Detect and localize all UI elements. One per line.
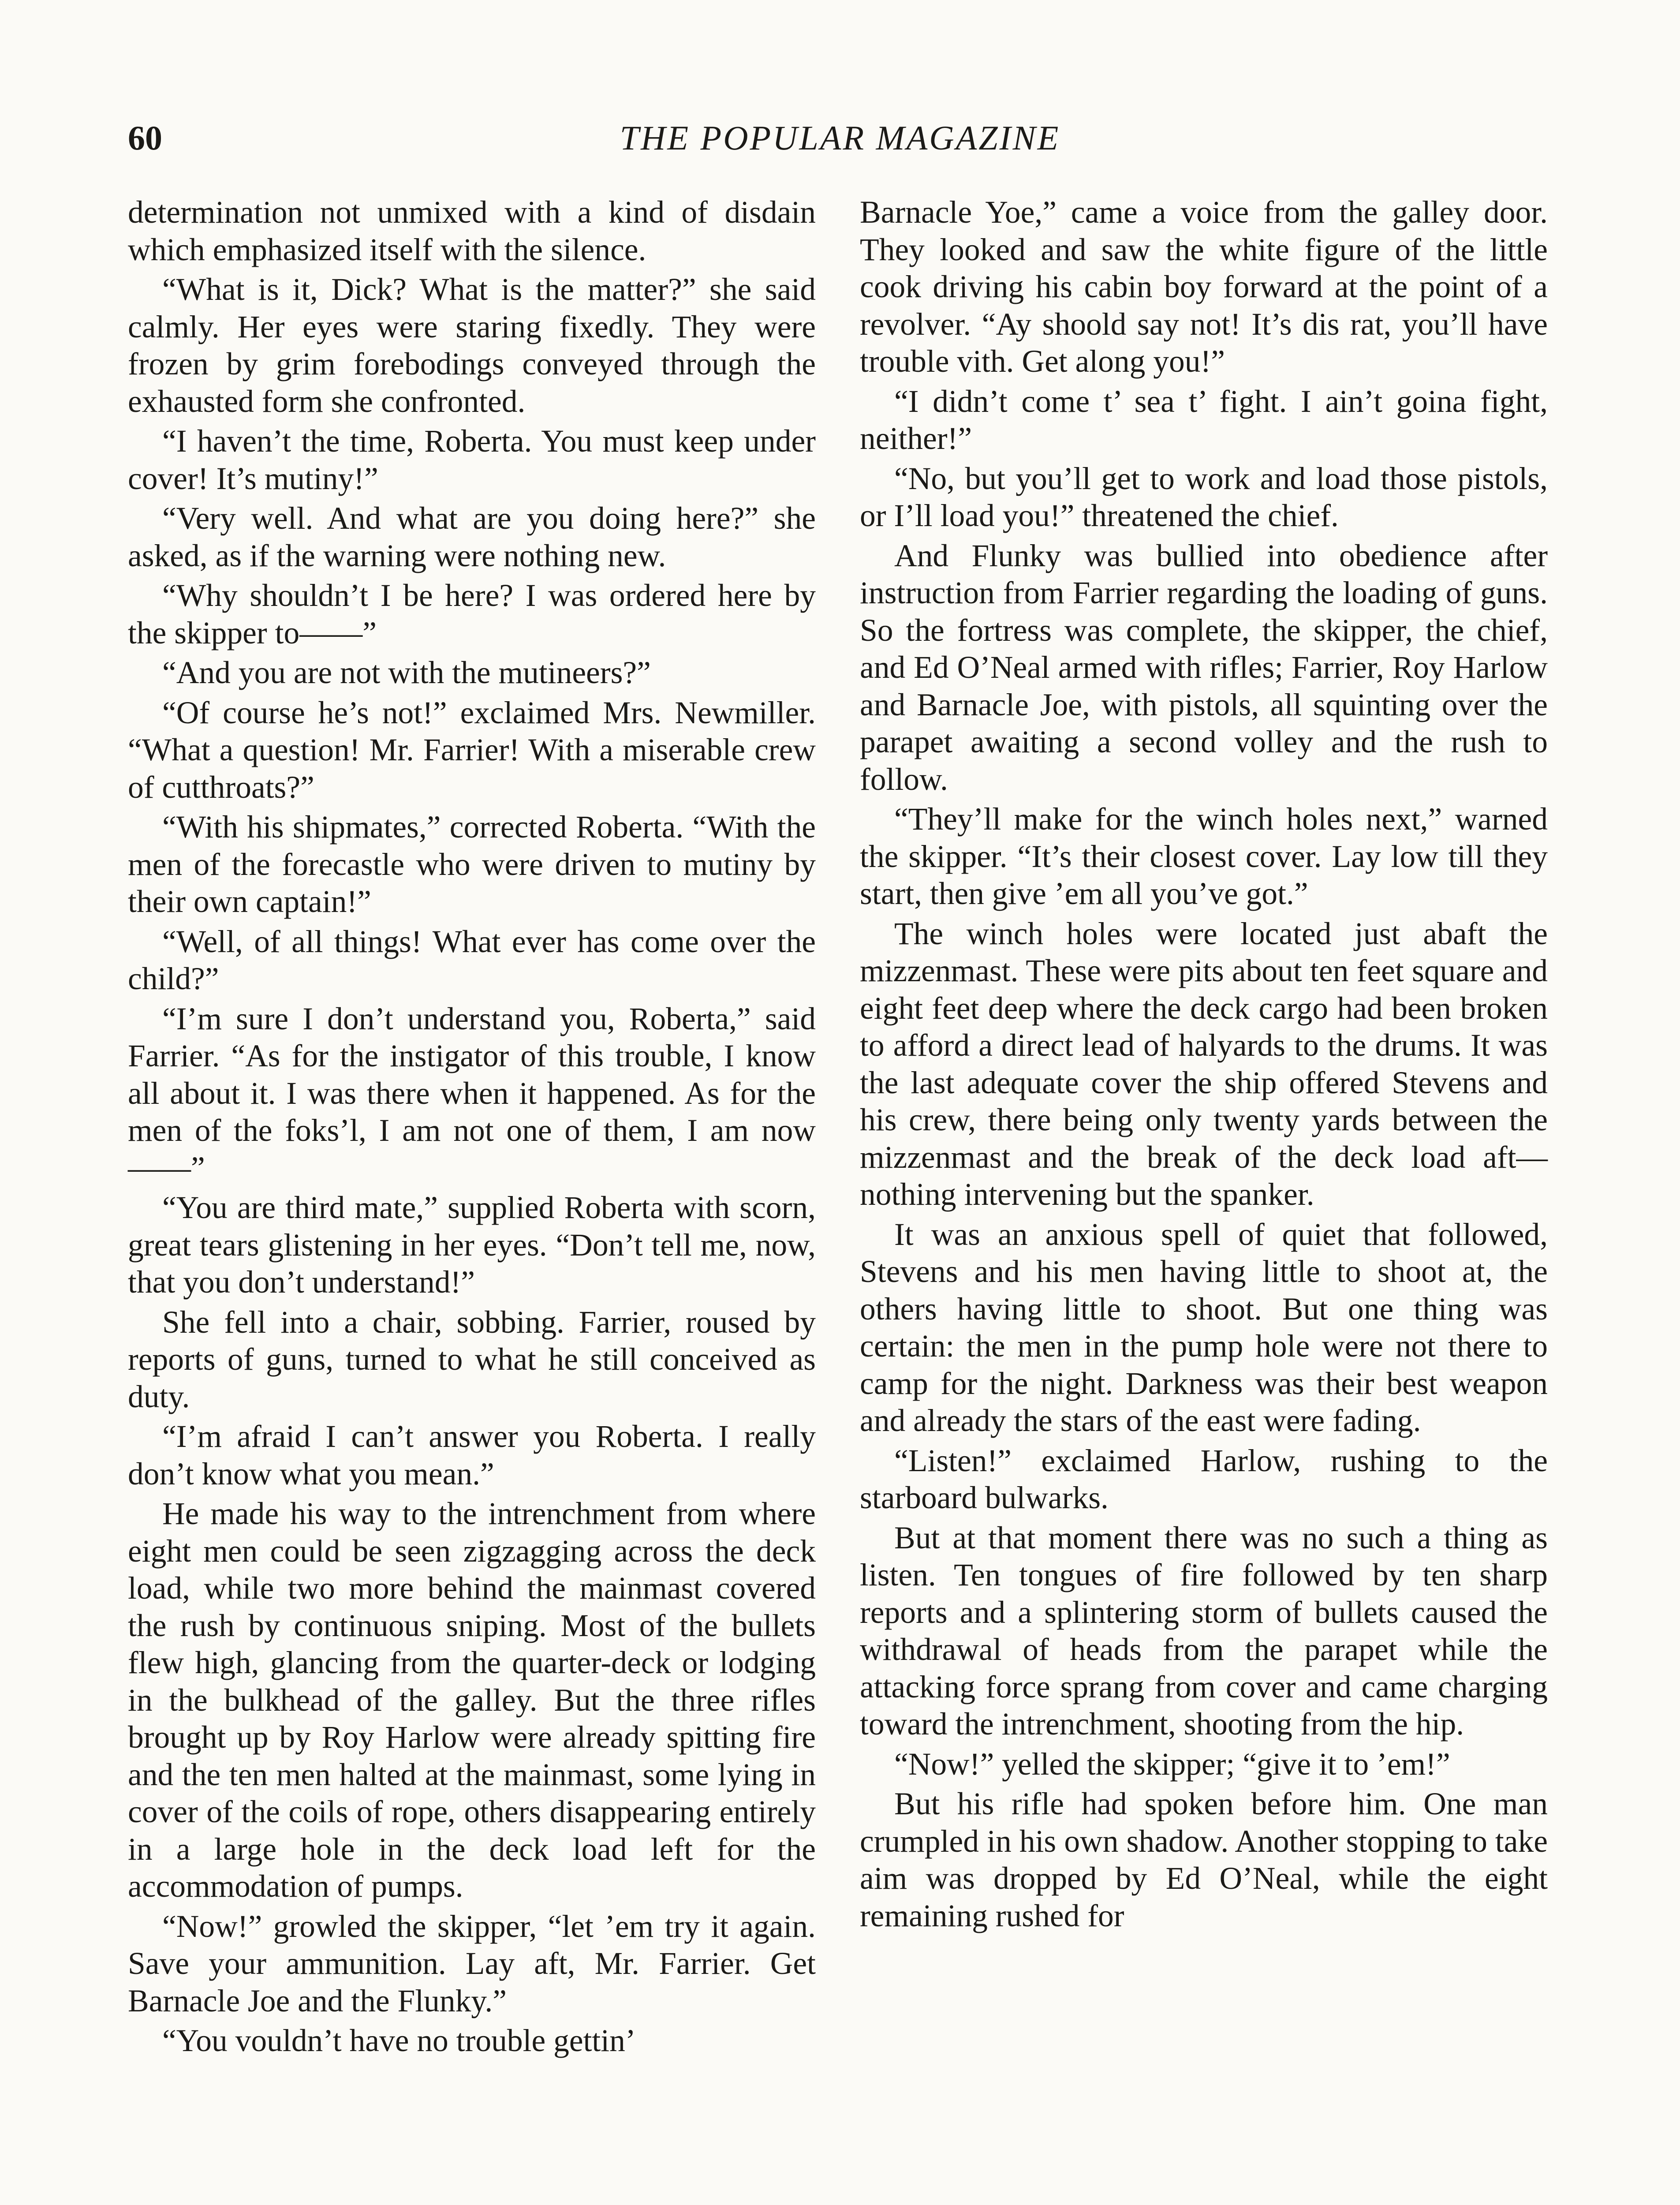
paragraph: She fell into a chair, sobbing. Farrier, roused by reports of guns, turned to what he still conceived as duty.: [128, 1304, 816, 1414]
paragraph: “Very well. And what are you doing here?” she asked, as if the warning were nothing new.: [128, 501, 816, 573]
paragraph: It was an anxious spell of quiet that followed, Stevens and his men having little to shoot at, the others having little to shoot. But one thing was certain: the men in the pump hole were not there to camp for the night. Darkness was their best weapon and already the stars of the east were fading.: [860, 1217, 1548, 1438]
paragraph: And Flunky was bullied into obedience after instruction from Farrier regarding the loading of guns. So the fortress was complete, the skipper, the chief, and Ed O’Neal armed with rifles; Farrier, Roy Harlow and Barnacle Joe, with pistols, all squinting over the parapet awaiting a second volley and the rush to follow.: [860, 538, 1548, 797]
paragraph: “Why shouldn’t I be here? I was ordered here by the skipper to——”: [128, 578, 816, 650]
paragraph: “Of course he’s not!” exclaimed Mrs. Newmiller. “What a question! Mr. Farrier! With a miserable crew of cutthroats?”: [128, 695, 816, 805]
paragraph: Barnacle Yoe,” came a voice from the galley door. They looked and saw the white figure of the little cook driving his cabin boy forward at the point of a revolver. “Ay shoold say not! It’s dis rat, you’ll have trouble vith. Get along you!”: [860, 195, 1548, 379]
paragraph: He made his way to the intrenchment from where eight men could be seen zigzagging across the deck load, while two more behind the mainmast covered the rush by continuous sniping. Most of the bullets flew high, glancing from the quarter-deck or lodging in the bulkhead of the galley. But the three rifles brought up by Roy Harlow were already spitting fire and the ten men halted at the mainmast, some lying in cover of the coils of rope, others disappearing entirely in a large hole in the deck load left for the accommodation of pumps.: [128, 1496, 816, 1904]
paragraph: “What is it, Dick? What is the matter?” she said calmly. Her eyes were staring fixedly. They were frozen by grim forebodings conveyed through the exhausted form she confronted.: [128, 272, 816, 419]
paragraph: “Now!” growled the skipper, “let ’em try it again. Save your ammunition. Lay aft, Mr. Farrier. Get Barnacle Joe and the Flunky.”: [128, 1909, 816, 2018]
paragraph: “You are third mate,” supplied Roberta with scorn, great tears glistening in her eyes. “Don’t tell me, now, that you don’t understand!”: [128, 1190, 816, 1300]
paragraph: But his rifle had spoken before him. One man crumpled in his own shadow. Another stopping to take aim was dropped by Ed O’Neal, while the eight remaining rushed for: [860, 1786, 1548, 1933]
page-header: [128, 114, 1552, 162]
running-title: THE POPULAR MAGAZINE: [620, 119, 1060, 157]
paragraph: “Well, of all things! What ever has come over the child?”: [128, 924, 816, 996]
left-column: [128, 194, 816, 2063]
paragraph: “I didn’t come t’ sea t’ fight. I ain’t goina fight, neither!”: [860, 384, 1548, 456]
right-column: [860, 194, 1548, 1937]
paragraph: “Now!” yelled the skipper; “give it to ’em!”: [894, 1746, 1450, 1782]
paragraph: “You vouldn’t have no trouble gettin’: [162, 2023, 636, 2058]
paragraph: The winch holes were located just abaft the mizzenmast. These were pits about ten feet square and eight feet deep where the deck cargo had been broken to afford a direct lead of halyards to the drums. It was the last adequate cover the ship offered Stevens and his crew, there being only twenty yards between the mizzenmast and the break of the deck load aft—nothing intervening but the spanker.: [860, 916, 1548, 1212]
paragraph: But at that moment there was no such a thing as listen. Ten tongues of fire followed by ten sharp reports and a splintering storm of bullets caused the withdrawal of heads from the parapet while the attacking force sprang from cover and came charging toward the intrenchment, shooting from the hip.: [860, 1520, 1548, 1742]
page-number: 60: [128, 119, 162, 157]
paragraph: “No, but you’ll get to work and load those pistols, or I’ll load you!” threatened the chief.: [860, 461, 1548, 533]
paragraph: determination not unmixed with a kind of disdain which emphasized itself with the silence.: [128, 195, 816, 267]
paragraph: “They’ll make for the winch holes next,” warned the skipper. “It’s their closest cover. Lay low till they start, then give ’em all you’ve got.”: [860, 802, 1548, 911]
paragraph: “With his shipmates,” corrected Roberta. “With the men of the forecastle who were driven to mutiny by their own captain!”: [128, 810, 816, 919]
paragraph: “I’m afraid I can’t answer you Roberta. I really don’t know what you mean.”: [128, 1419, 816, 1491]
paragraph: “I’m sure I don’t understand you, Roberta,” said Farrier. “As for the instigator of this trouble, I know all about it. I was there when it happened. As for the men of the foks’l, I am not one of them, I am now——”: [128, 1001, 816, 1185]
paragraph: “Listen!” exclaimed Harlow, rushing to the starboard bulwarks.: [860, 1443, 1548, 1515]
paragraph: “And you are not with the mutineers?”: [162, 655, 651, 690]
paragraph: “I haven’t the time, Roberta. You must keep under cover! It’s mutiny!”: [128, 424, 816, 496]
